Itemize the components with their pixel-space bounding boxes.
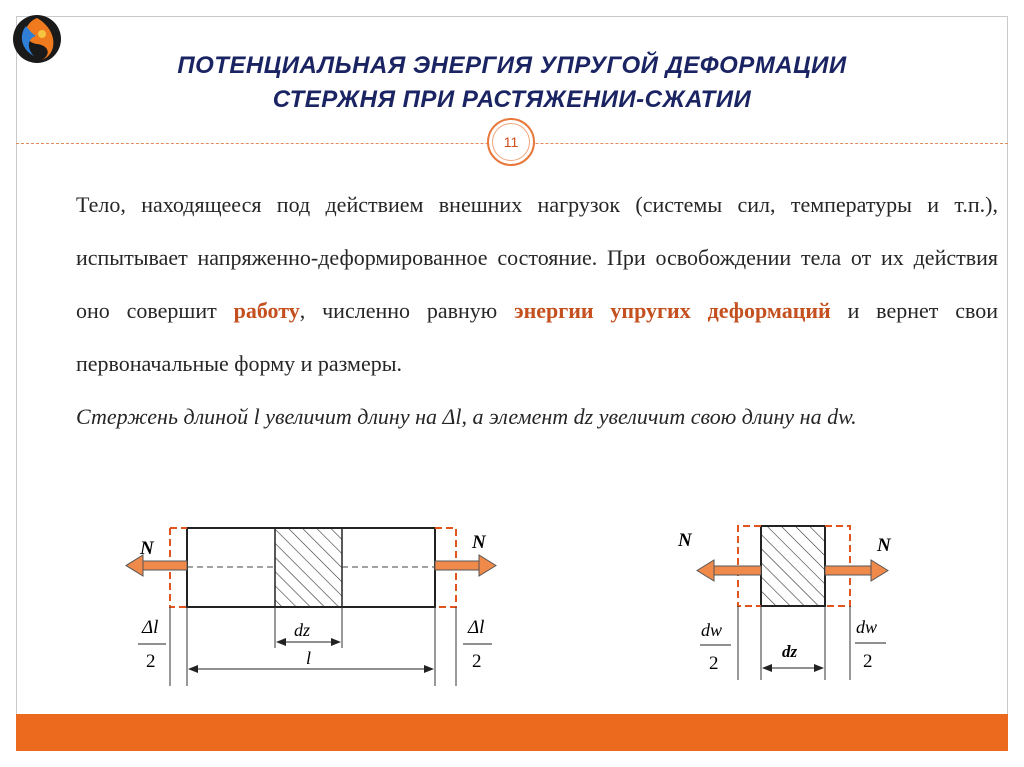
dl-left-numerator: Δl <box>142 617 159 638</box>
paragraph-1-part-2: , численно равную <box>299 298 515 323</box>
dl-left-denominator: 2 <box>146 651 156 672</box>
right-element-diagram <box>677 526 892 680</box>
dz-label-right: dz <box>782 642 798 661</box>
left-rod-diagram <box>126 528 496 686</box>
paragraph-1-part-1: Тело, находящееся под действием внешних нагрузок (системы сил, температуры и т.п.), испытывает напряженно-деформированное состояние. При освобождении тела от их действия оно совершит <box>76 192 998 323</box>
highlight-energy: энергии упругих деформаций <box>514 298 831 323</box>
force-label-left-2: N <box>678 530 692 551</box>
highlight-work: работу <box>233 298 300 323</box>
dz-label: dz <box>294 620 311 640</box>
l-label: l <box>306 648 312 668</box>
dw-left-denominator: 2 <box>709 653 719 674</box>
page-number-badge: 11 <box>487 118 535 166</box>
force-arrow-right <box>435 555 496 576</box>
dl-right-numerator: Δl <box>468 617 485 638</box>
paragraph-2: Стержень длиной l увеличит длину на Δl, а элемент dz увеличит свою длину на dw. <box>76 404 857 429</box>
title-line-2: СТЕРЖНЯ ПРИ РАСТЯЖЕНИИ-СЖАТИИ <box>272 86 752 113</box>
extension-lines-left <box>170 607 456 686</box>
force-label-right-2: N <box>877 535 891 556</box>
force-arrow-right-2 <box>825 560 888 581</box>
force-label-left: N <box>140 538 154 559</box>
force-label-right: N <box>472 532 486 553</box>
paragraph-1-part-3: и вернет свои первоначальные форму и размеры. <box>76 298 998 376</box>
title-line-1: ПОТЕНЦИАЛЬНАЯ ЭНЕРГИЯ УПРУГОЙ ДЕФОРМАЦИИ <box>177 52 847 79</box>
dw-right-denominator: 2 <box>863 651 873 672</box>
dw-left-numerator: dw <box>701 620 723 640</box>
dl-right-denominator: 2 <box>472 651 482 672</box>
force-arrow-left-2 <box>697 560 761 581</box>
force-arrow-left <box>126 555 187 576</box>
dw-right-numerator: dw <box>856 617 878 637</box>
element-dz-right <box>761 526 825 606</box>
element-dz <box>275 528 342 607</box>
